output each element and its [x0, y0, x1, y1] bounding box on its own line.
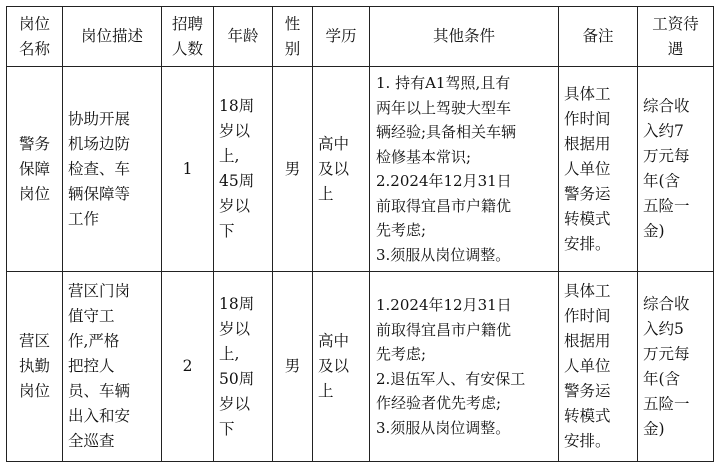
- cell-count: 2: [162, 272, 214, 462]
- header-edu: 学历: [313, 7, 370, 67]
- cell-remark: 具体工 作时间 根据用 人单位 警务运 转模式 安排。: [559, 67, 638, 272]
- cell-remark: 具体工 作时间 根据用 人单位 警务运 转模式 安排。: [559, 272, 638, 462]
- cell-age: 18周 岁以 上, 45周 岁以 下: [214, 67, 273, 272]
- cell-gender: 男: [273, 67, 313, 272]
- job-table: [6, 6, 714, 462]
- cell-edu: 高中 及以 上: [313, 272, 370, 462]
- header-age: 年龄: [214, 7, 273, 67]
- cell-count: 1: [162, 67, 214, 272]
- cell-name: 警务 保障 岗位: [7, 67, 63, 272]
- header-gender: 性 别: [273, 7, 313, 67]
- cell-age: 18周 岁以 上, 50周 岁以 下: [214, 272, 273, 462]
- header-remark: 备注: [559, 7, 638, 67]
- cell-other: 1. 持有A1驾照,且有 两年以上驾驶大型车 辆经验;具备相关车辆 检修基本常识; 2.2024年12月31日 前取得宜昌市户籍优 先考虑; 3.须服从岗位调整。: [370, 67, 559, 272]
- header-other: 其他条件: [370, 7, 559, 67]
- cell-gender: 男: [273, 272, 313, 462]
- cell-other: 1.2024年12月31日 前取得宜昌市户籍优 先考虑; 2.退伍军人、有安保工 作经验者优先考虑; 3.须服从岗位调整。: [370, 272, 559, 462]
- header-desc: 岗位描述: [63, 7, 162, 67]
- header-salary: 工资待 遇: [638, 7, 714, 67]
- cell-salary: 综合收 入约5 万元每 年(含 五险一 金): [638, 272, 714, 462]
- table-row: [7, 272, 714, 462]
- cell-desc: 营区门岗 值守工 作,严格 把控人 员、车辆 出入和安 全巡查: [63, 272, 162, 462]
- cell-name: 营区 执勤 岗位: [7, 272, 63, 462]
- header-row: [7, 7, 714, 67]
- header-name: 岗位 名称: [7, 7, 63, 67]
- cell-salary: 综合收 入约7 万元每 年(含 五险一 金): [638, 67, 714, 272]
- table-row: [7, 67, 714, 272]
- cell-desc: 协助开展 机场边防 检查、车 辆保障等 工作: [63, 67, 162, 272]
- header-count: 招聘 人数: [162, 7, 214, 67]
- cell-edu: 高中 及以 上: [313, 67, 370, 272]
